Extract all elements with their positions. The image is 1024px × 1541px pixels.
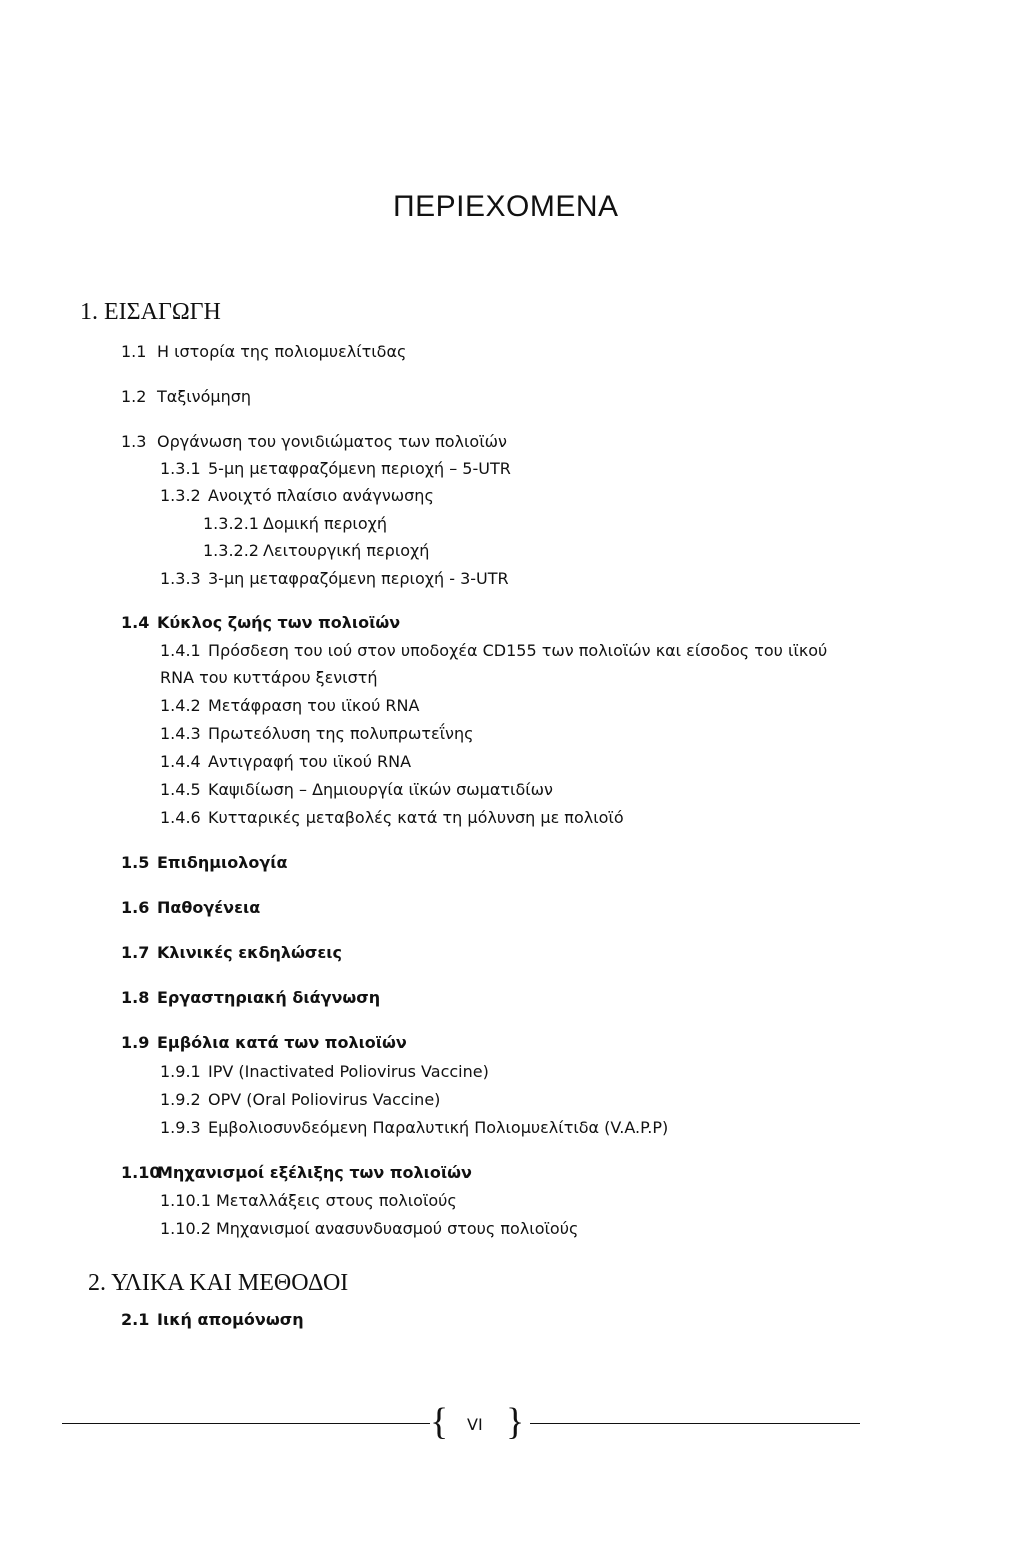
entry-label: Παθογένεια bbox=[157, 898, 261, 917]
toc-entry-1-9-2 bbox=[160, 1092, 440, 1108]
entry-number: 1.3.2 bbox=[160, 486, 201, 505]
entry-label: Μηχανισμοί εξέλιξης των πολιοϊών bbox=[157, 1163, 472, 1182]
entry-label: 5-μη μεταφραζόμενη περιοχή – 5-UTR bbox=[208, 459, 511, 478]
entry-label: Οργάνωση του γονιδιώματος των πολιοϊών bbox=[157, 432, 507, 451]
toc-entry-1-9 bbox=[121, 1035, 407, 1051]
entry-number: 1.5 bbox=[121, 853, 150, 872]
entry-label: Εργαστηριακή διάγνωση bbox=[157, 988, 381, 1007]
toc-entry-1-4-5 bbox=[160, 782, 553, 798]
entry-label: Μεταλλάξεις στους πολιοϊούς bbox=[216, 1191, 457, 1210]
toc-entry-1-4-1-continued: RNA του κυττάρου ξενιστή bbox=[160, 668, 378, 687]
entry-number: 1.3.2.1 bbox=[203, 514, 259, 533]
entry-number: 1.4 bbox=[121, 613, 150, 632]
toc-entry-1-5 bbox=[121, 855, 287, 871]
entry-number: 1.3.1 bbox=[160, 459, 201, 478]
entry-label: Εμβολιοσυνδεόμενη Παραλυτική Πολιομυελίτιδα (V.A.P.P) bbox=[208, 1118, 669, 1137]
toc-entry-1-3-2-1 bbox=[203, 516, 387, 532]
toc-entry-1-9-1 bbox=[160, 1064, 489, 1080]
entry-label: Καψιδίωση – Δημιουργία ιϊκών σωματιδίων bbox=[208, 780, 553, 799]
entry-label: Ανοιχτό πλαίσιο ανάγνωσης bbox=[208, 486, 434, 505]
toc-entry-1-10 bbox=[121, 1165, 472, 1181]
entry-number: 1.9 bbox=[121, 1033, 150, 1052]
entry-label: Ιική απομόνωση bbox=[157, 1310, 304, 1329]
entry-number: 1.10.2 bbox=[160, 1219, 211, 1238]
toc-entry-1-3-2 bbox=[160, 488, 434, 504]
entry-number: 1.8 bbox=[121, 988, 150, 1007]
entry-number: 1.3.3 bbox=[160, 569, 201, 588]
toc-entry-1-4-3 bbox=[160, 726, 474, 742]
entry-label: Δομική περιοχή bbox=[263, 514, 388, 533]
entry-number: 1.3.2.2 bbox=[203, 541, 259, 560]
entry-label: OPV (Oral Poliovirus Vaccine) bbox=[208, 1090, 441, 1109]
toc-entry-1-2 bbox=[121, 389, 251, 405]
chapter-2: 2. ΥΛΙΚΑ ΚΑΙ ΜΕΘΟΔΟΙ bbox=[88, 1270, 349, 1296]
toc-entry-1-7 bbox=[121, 945, 342, 961]
entry-label: 3-μη μεταφραζόμενη περιοχή - 3-UTR bbox=[208, 569, 509, 588]
toc-entry-1-3 bbox=[121, 434, 507, 450]
footer-rule-left bbox=[62, 1423, 430, 1424]
toc-entry-2-1 bbox=[121, 1312, 304, 1328]
toc-entry-1-1 bbox=[121, 344, 406, 360]
page-number: VI bbox=[467, 1415, 483, 1434]
toc-entry-1-3-1 bbox=[160, 461, 511, 477]
entry-number: 1.6 bbox=[121, 898, 150, 917]
toc-entry-1-4-2 bbox=[160, 698, 419, 714]
entry-number: 1.7 bbox=[121, 943, 150, 962]
page-footer bbox=[60, 1401, 860, 1445]
entry-number: 1.10 bbox=[121, 1163, 161, 1182]
entry-number: 1.9.3 bbox=[160, 1118, 201, 1137]
entry-label: Εμβόλια κατά των πολιοϊών bbox=[157, 1033, 407, 1052]
entry-label: Μετάφραση του ιϊκού RNA bbox=[208, 696, 420, 715]
entry-number: 1.4.2 bbox=[160, 696, 201, 715]
toc-entry-1-4-6 bbox=[160, 810, 624, 826]
entry-label: Ταξινόμηση bbox=[157, 387, 251, 406]
toc-entry-1-8 bbox=[121, 990, 380, 1006]
toc-entry-1-6 bbox=[121, 900, 260, 916]
toc-entry-1-10-2 bbox=[160, 1221, 578, 1237]
footer-rule-right bbox=[530, 1423, 860, 1424]
toc-entry-1-4-4 bbox=[160, 754, 411, 770]
entry-number: 1.4.4 bbox=[160, 752, 201, 771]
entry-number: 1.3 bbox=[121, 432, 147, 451]
toc-entry-1-10-1 bbox=[160, 1193, 457, 1209]
entry-number: 1.2 bbox=[121, 387, 147, 406]
right-brace-icon: } bbox=[506, 1401, 525, 1443]
chapter-1: 1. ΕΙΣΑΓΩΓΗ bbox=[80, 299, 221, 325]
entry-number: 1.9.2 bbox=[160, 1090, 201, 1109]
entry-number: 1.4.5 bbox=[160, 780, 201, 799]
entry-label: Κλινικές εκδηλώσεις bbox=[157, 943, 342, 962]
entry-label: Μηχανισμοί ανασυνδυασμού στους πολιοϊούς bbox=[216, 1219, 579, 1238]
entry-number: 1.1 bbox=[121, 342, 147, 361]
entry-label: Επιδημιολογία bbox=[157, 853, 288, 872]
entry-label: Λειτουργική περιοχή bbox=[263, 541, 430, 560]
toc-entry-1-9-3 bbox=[160, 1120, 668, 1136]
toc-title: ΠΕΡΙΕΧΟΜΕΝΑ bbox=[393, 190, 619, 223]
entry-label: Η ιστορία της πολιομυελίτιδας bbox=[157, 342, 407, 361]
entry-label: Αντιγραφή του ιϊκού RNA bbox=[208, 752, 412, 771]
entry-number: 1.10.1 bbox=[160, 1191, 211, 1210]
toc-entry-1-3-3 bbox=[160, 571, 509, 587]
entry-label: Κυτταρικές μεταβολές κατά τη μόλυνση με πολιοϊό bbox=[208, 808, 624, 827]
entry-label: Πρωτεόλυση της πολυπρωτεΐνης bbox=[208, 724, 474, 743]
entry-number: 1.4.3 bbox=[160, 724, 201, 743]
left-brace-icon: { bbox=[430, 1401, 449, 1443]
entry-label: IPV (Inactivated Poliovirus Vaccine) bbox=[208, 1062, 489, 1081]
toc-entry-1-4-1 bbox=[160, 643, 827, 659]
toc-entry-1-3-2-2 bbox=[203, 543, 429, 559]
entry-number: 1.4.6 bbox=[160, 808, 201, 827]
entry-number: 2.1 bbox=[121, 1310, 150, 1329]
entry-label: Κύκλος ζωής των πολιοϊών bbox=[157, 613, 401, 632]
toc-entry-1-4 bbox=[121, 615, 400, 631]
entry-number: 1.4.1 bbox=[160, 641, 201, 660]
entry-label: Πρόσδεση του ιού στον υποδοχέα CD155 των πολιοϊών και είσοδος του ιϊκού bbox=[208, 641, 828, 660]
entry-number: 1.9.1 bbox=[160, 1062, 201, 1081]
